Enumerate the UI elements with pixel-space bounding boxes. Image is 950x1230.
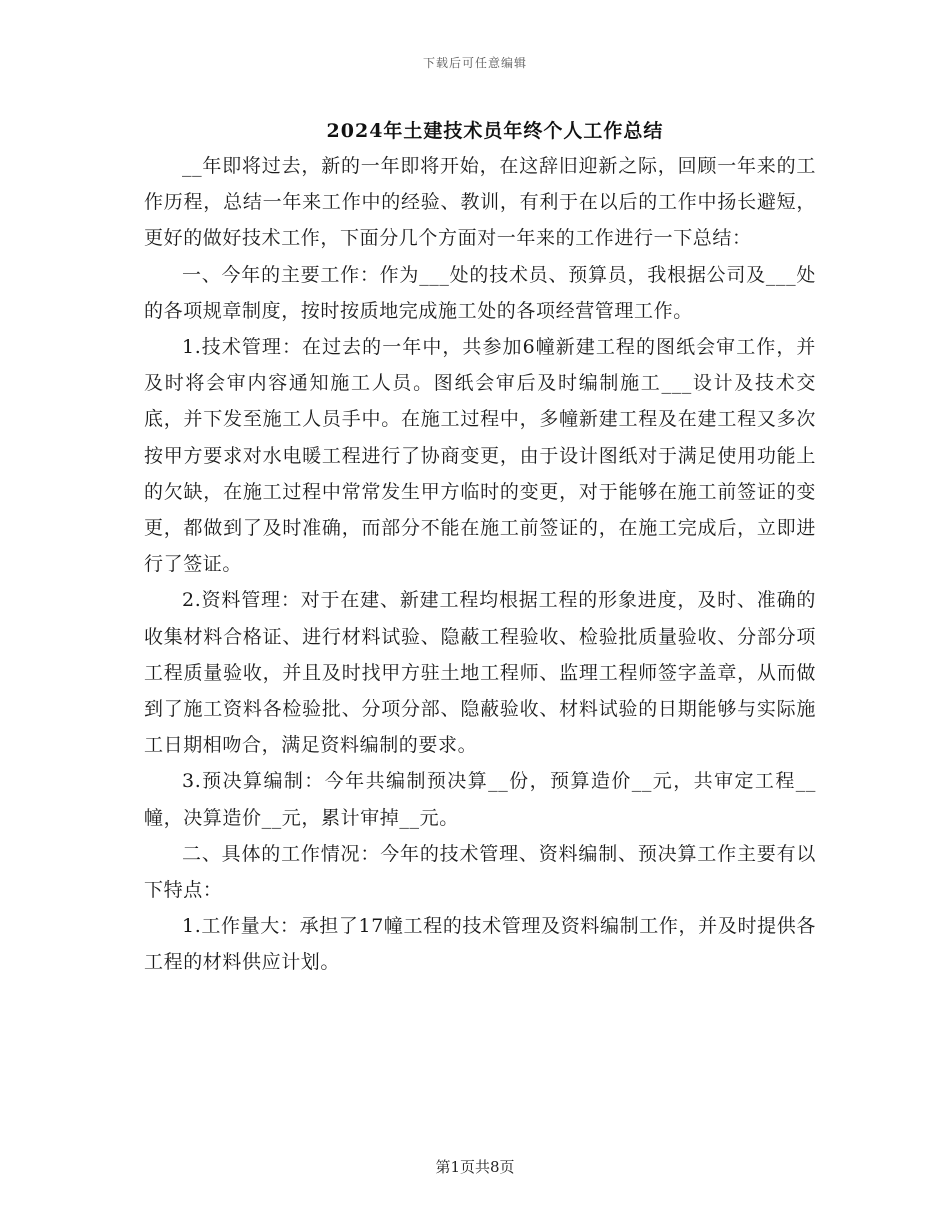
document-title: 2024年土建技术员年终个人工作总结 xyxy=(326,120,664,142)
header-note: 下载后可任意编辑 xyxy=(422,56,527,70)
page-number: 第1页共8页 xyxy=(435,1158,515,1176)
paragraph-docs-management: 2.资料管理：对于在建、新建工程均根据工程的形象进度，及时、准确的收集材料合格证、进行材料试验、隐蔽工程验收、检验批质量验收、分部分项工程质量验收，并且及时找甲方驻土地工程师、监理工程师签字盖章，从而做到了施工资料各检验批、分项分部、隐蔽验收、材料试验的日期能够与实际施工日期相吻合，满足资料编制的要求。 xyxy=(144,589,816,757)
paragraph-specific-work: 二、具体的工作情况：今年的技术管理、资料编制、预决算工作主要有以下特点： xyxy=(144,842,816,902)
paragraph-budget: 3.预决算编制：今年共编制预决算__份，预算造价__元，共审定工程__幢，决算造价__元，累计审掉__元。 xyxy=(144,770,816,829)
document-body xyxy=(144,148,816,981)
paragraph-main-work: 一、今年的主要工作：作为___处的技术员、预算员，我根据公司及___处的各项规章制度，按时按质地完成施工处的各项经营管理工作。 xyxy=(144,263,816,322)
paragraph-intro: __年即将过去，新的一年即将开始，在这辞旧迎新之际，回顾一年来的工作历程，总结一年来工作中的经验、教训，有利于在以后的工作中扬长避短，更好的做好技术工作，下面分几个方面对一年来的工作进行一下总结： xyxy=(144,155,816,250)
paragraph-workload: 1.工作量大：承担了17幢工程的技术管理及资料编制工作，并及时提供各工程的材料供应计划。 xyxy=(144,915,816,974)
paragraph-tech-management: 1.技术管理：在过去的一年中，共参加6幢新建工程的图纸会审工作，并及时将会审内容通知施工人员。图纸会审后及时编制施工___设计及技术交底，并下发至施工人员手中。在施工过程中，多幢新建工程及在建工程又多次按甲方要求对水电暖工程进行了协商变更，由于设计图纸对于满足使用功能上的欠缺，在施工过程中常常发生甲方临时的变更，对于能够在施工前签证的变更，都做到了及时准确，而部分不能在施工前签证的，在施工完成后，立即进行了签证。 xyxy=(144,336,816,576)
